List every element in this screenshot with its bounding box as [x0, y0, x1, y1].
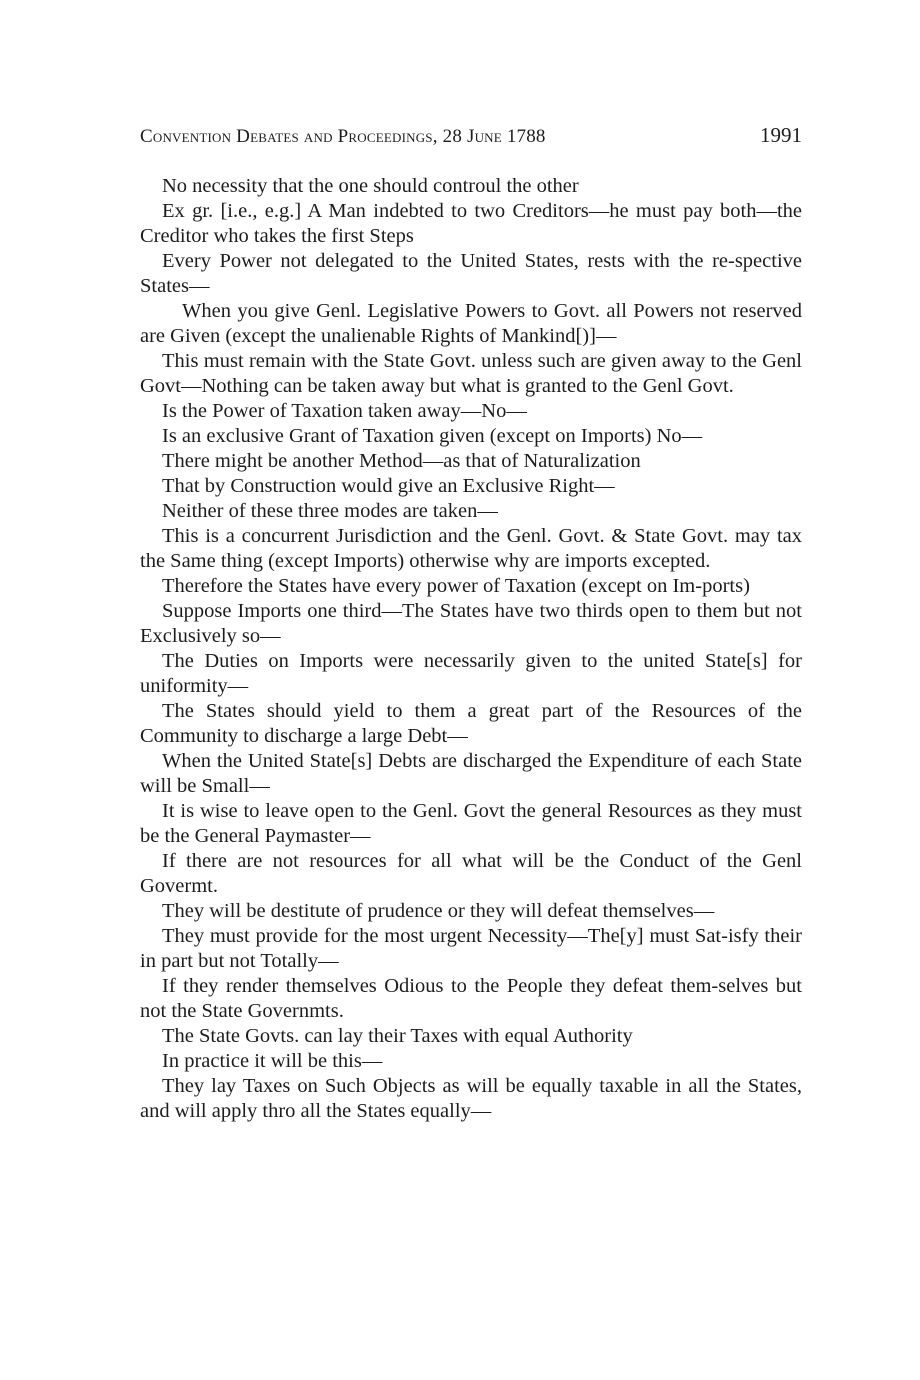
paragraph: Neither of these three modes are taken—: [162, 500, 498, 522]
paragraph: When the United State[s] Debts are discharged the Expenditure of each State will be Small—: [140, 750, 802, 797]
paragraph: Every Power not delegated to the United States, rests with the re-spective States—: [140, 250, 802, 297]
paragraph: The State Govts. can lay their Taxes with equal Authority: [162, 1025, 633, 1047]
paragraph: When you give Genl. Legislative Powers to Govt. all Powers not reserved are Given (except the unalienable Rights of Mankind[)]—: [140, 300, 802, 347]
paragraph: The States should yield to them a great part of the Resources of the Community to discharge a large Debt—: [140, 700, 802, 747]
paragraph: They must provide for the most urgent Necessity—The[y] must Sat-isfy their in part but not Totally—: [140, 925, 802, 972]
paragraph: No necessity that the one should controul the other: [162, 175, 579, 197]
document-page: [140, 120, 802, 1124]
paragraph: In practice it will be this—: [162, 1050, 383, 1072]
paragraph: If there are not resources for all what will be the Conduct of the Genl Govermt.: [140, 850, 802, 897]
paragraph: That by Construction would give an Exclusive Right—: [162, 475, 615, 497]
paragraph: It is wise to leave open to the Genl. Govt the general Resources as they must be the General Paymaster—: [140, 800, 802, 847]
paragraph: This is a concurrent Jurisdiction and the Genl. Govt. & State Govt. may tax the Same thing (except Imports) otherwise why are imports excepted.: [140, 525, 802, 572]
paragraph: The Duties on Imports were necessarily given to the united State[s] for uniformity—: [140, 650, 802, 697]
paragraph: They lay Taxes on Such Objects as will be equally taxable in all the States, and will apply thro all the States equally—: [140, 1075, 802, 1122]
paragraph: Suppose Imports one third—The States have two thirds open to them but not Exclusively so—: [140, 600, 802, 647]
paragraph: Therefore the States have every power of Taxation (except on Im-ports): [162, 575, 750, 597]
document-body: [140, 174, 802, 1124]
paragraph: Is the Power of Taxation taken away—No—: [162, 400, 527, 422]
running-head: [140, 120, 802, 152]
paragraph: Is an exclusive Grant of Taxation given (except on Imports) No—: [162, 425, 703, 447]
running-head-title: Convention Debates and Proceedings, 28 June 1788: [140, 126, 546, 147]
paragraph: Ex gr. [i.e., e.g.] A Man indebted to two Creditors—he must pay both—the Creditor who takes the first Steps: [140, 200, 802, 247]
paragraph: There might be another Method—as that of Naturalization: [162, 450, 641, 472]
page-number: 1991: [760, 123, 802, 147]
paragraph: They will be destitute of prudence or they will defeat themselves—: [162, 900, 715, 922]
paragraph: This must remain with the State Govt. unless such are given away to the Genl Govt—Nothing can be taken away but what is granted to the Genl Govt.: [140, 350, 802, 397]
paragraph: If they render themselves Odious to the People they defeat them-selves but not the State Governmts.: [140, 975, 802, 1022]
